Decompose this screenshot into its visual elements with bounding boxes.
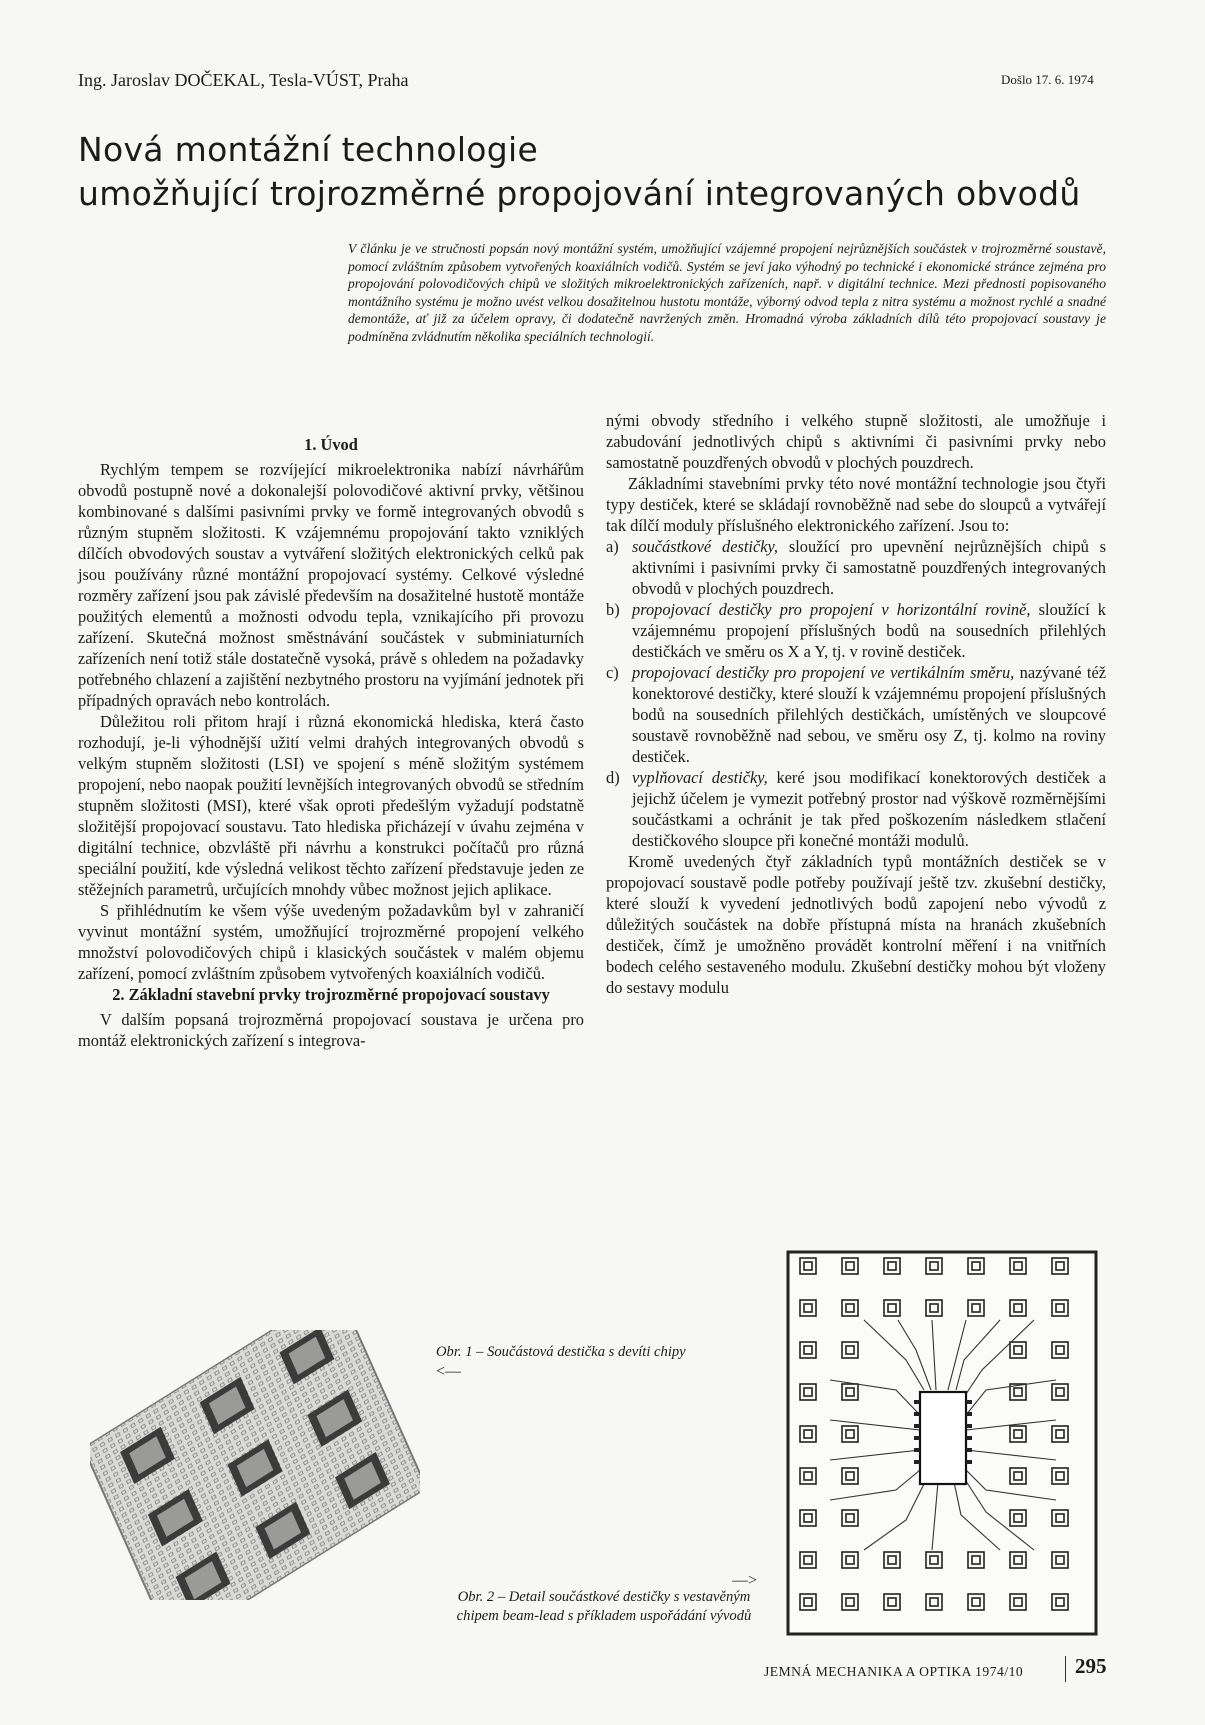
paragraph: V dalším popsaná trojrozměrná propojovací soustava je určena pro montáž elektronických zařízení s integrova-: [78, 1010, 584, 1050]
list-text: nazývané též konektorové destičky, které slouží k vzájemnému propojení příslušných bodů na sousedních přilehlých destičkách, umístěných ve sloupcové soustavě rovnoběžně nad sebou, ve směru osy Z, tj. kolmo na roviny destiček.: [632, 663, 1106, 766]
list-text: sloužící pro upevnění nejrůznějších chipů s aktivními i pasivními prvky či samostatně pouzdřených integrovaných obvodů v plochých pouzdrech.: [632, 537, 1107, 598]
figure-1-caption: Obr. 1 – Součástová destička s devíti chipy: [436, 1344, 686, 1360]
paragraph: Kromě uvedených čtyř základních typů montážních destiček se v propojovací soustavě podle potřeby používají ještě tzv. zkušební destičky, které slouží k vyvedení jednotlivých bodů zapojení nebo vývodů z důležitých součástek na dobře přístupná místa na hranách zkušebních destiček, čímž je umožněno provádět kontrolní měření i na vnitřních bodech celého sestaveného modulu. Zkušební destičky mohou být vloženy do sestavy modulu: [606, 852, 1106, 997]
list-marker: c): [606, 663, 619, 682]
column-right: [606, 410, 1106, 998]
section-1-heading: 1. Úvod: [304, 435, 358, 454]
arrow-left-icon: <—: [436, 1363, 462, 1380]
list-term: součástkové destičky,: [632, 537, 778, 556]
list-term: propojovací destičky pro propojení ve vertikálním směru,: [632, 663, 1015, 682]
list-item: [606, 536, 1106, 599]
list-term: vyplňovací destičky,: [632, 768, 768, 787]
list-marker: a): [606, 537, 619, 556]
article-title: [78, 128, 1081, 216]
plate-types-list: [606, 536, 1106, 851]
paragraph: Důležitou roli přitom hrají i různá ekonomická hlediska, která často rozhodují, je-li výhodnější užití velmi drahých integrovaných obvodů s velkým stupněm složitosti (LSI) ve spojení s méně složitým systémem propojení, nebo naopak použití levnějších integrovaných obvodů se středním stupněm složitosti (MSI), které však oproti předešlým vyžadují podstatně složitější propojovací soustavu. Tato hlediska přicházejí v úvahu zejména v digitální technice, obzvláště při návrhu a konstrukci počítačů pro různá speciální použití, kde výsledná velikost těchto zařízení představuje jeden ze stěžejních parametrů, určujících mnohdy vůbec možnost jejich aplikace.: [78, 712, 584, 899]
author-line: Ing. Jaroslav DOČEKAL, Tesla-VÚST, Praha: [78, 70, 409, 90]
list-item: [606, 767, 1106, 851]
journal-footer: JEMNÁ MECHANIKA A OPTIKA 1974/10: [764, 1664, 1024, 1679]
figure-2-drawing: [786, 1250, 1098, 1636]
section-2-heading: 2. Základní stavební prvky trojrozměrné propojovací soustavy: [112, 985, 550, 1004]
list-term: propojovací destičky pro propojení v horizontální rovině,: [632, 600, 1031, 619]
figure-1-photo: [90, 1330, 420, 1600]
column-left: [78, 434, 584, 1051]
list-text: keré jsou modifikací konektorových destiček a jejichž účelem je vymezit potřebný prostor nad výškově rozměrnějšími součástkami a ochránit je tak před poškozením následkem stlačení destičkového sloupce při konečné montáži modulů.: [632, 768, 1107, 850]
abstract: V článku je ve stručnosti popsán nový montážní systém, umožňující vzájemné propojení nejrůznějších součástek v trojrozměrné soustavě, pomocí zvláštním způsobem vytvořených koaxiálních vodičů. Systém se jeví jako výhodný po technické i ekonomické stránce zejména pro propojování polovodičových chipů ve složitých mikroelektronických zařízeních, např. v digitální technice. Mezi přednosti popisovaného montážního systému je možno uvést velkou dosažitelnou hustotu montáže, výborný odvod tepla z nitra systému a možnost rychlé a snadné demontáže, ať již za účelem opravy, či dodatečně navržených změn. Hromadná výroba základních dílů této propojovací soustavy je podmíněna zvládnutím několika speciálních technologií.: [348, 241, 1106, 344]
figure-2-caption: Obr. 2 – Detail součástkové destičky s vestavěným chipem beam-lead s příkladem uspořádání vývodů: [456, 1589, 752, 1624]
list-marker: b): [606, 600, 620, 619]
page-number: 295: [1075, 1654, 1107, 1678]
title-line-1: Nová montážní technologie: [78, 130, 539, 169]
list-item: [606, 662, 1106, 767]
list-text: sloužící k vzájemnému propojení příslušných bodů na sousedních přilehlých destičkách ve směru os X a Y, tj. v rovině destiček.: [632, 600, 1107, 661]
paragraph: Základními stavebními prvky této nové montážní technologie jsou čtyři typy destiček, které se skládají rovnoběžně nad sebe do sloupců a vytvářejí tak dílčí moduly příslušného elektronického zařízení. Jsou to:: [606, 474, 1106, 535]
footer-divider: [1065, 1656, 1066, 1682]
arrow-right-icon: —>: [732, 1572, 758, 1589]
paragraph: S přihlédnutím ke všem výše uvedeným požadavkům byl v zahraničí vyvinut montážní systém, umožňující trojrozměrné propojení velkého množství polovodičových chipů i klasických součástek v malém objemu zařízení, pomocí zvláštním způsobem vytvořených koaxiálních vodičů.: [78, 901, 584, 983]
title-line-2: umožňující trojrozměrné propojování integrovaných obvodů: [78, 174, 1081, 213]
list-marker: d): [606, 768, 620, 787]
received-date: Došlo 17. 6. 1974: [1001, 72, 1094, 87]
list-item: [606, 599, 1106, 662]
paragraph: nými obvody středního i velkého stupně složitosti, ale umožňuje i zabudování jednotlivých chipů s aktivními či pasivními prvky nebo samostatně pouzdřených obvodů v plochých pouzdrech.: [606, 411, 1106, 472]
paragraph: Rychlým tempem se rozvíjející mikroelektronika nabízí návrhářům obvodů postupně nové a dokonalejší polovodičové aktivní prvky, většinou kombinované s dalšími pasivními prvky ve formě integrovaných obvodů s různým stupněm složitosti. K vzájemnému propojování takto vzniklých dílčích obvodových soustav a vytváření složitých elektronických celků pak jsou používány různé montážní propojovací systémy. Celkové výsledné rozměry zařízení jsou pak závislé především na dosažitelné hustotě montáže použitých elementů a možnosti odvodu tepla, vznikajícího při provozu zařízení. Skutečná možnost směstnávání součástek v subminiaturních zařízeních není totiž stále dostatečně vysoká, právě s ohledem na požadavky potřebného chlazení a zajištění nezbytného prostoru na vyjímání jednotek při případných opravách nebo kontrolách.: [78, 460, 584, 710]
